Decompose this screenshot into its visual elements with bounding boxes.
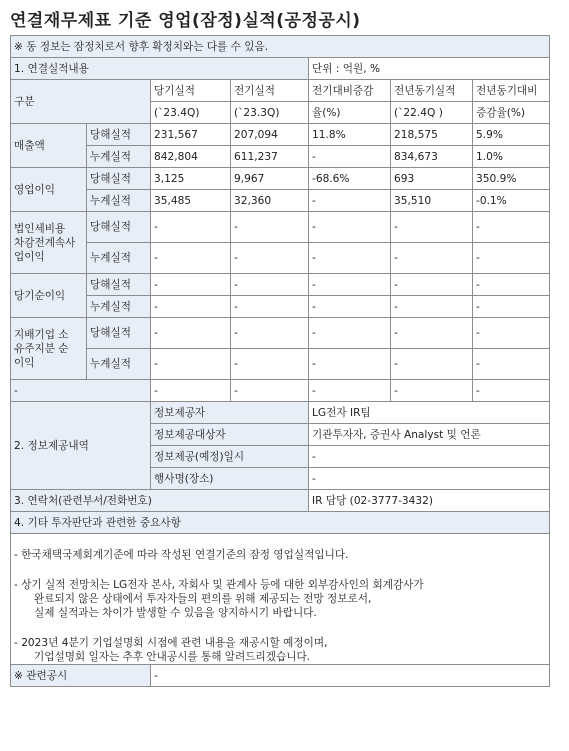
- pretax-cumulative-yoy-base: -: [391, 243, 473, 274]
- pretax-quarter-qoq: -: [309, 212, 391, 243]
- unit-text: 단위 : 억원, %: [309, 58, 550, 80]
- section1-label: 1. 연결실적내용: [11, 58, 309, 80]
- net-cumulative-yoy-base: -: [391, 296, 473, 318]
- pretax-label-line: 차감전계속사: [14, 236, 76, 249]
- pretax-cumulative-previous: -: [231, 243, 309, 274]
- note-line: - 2023년 4분기 기업설명회 시점에 관련 내용을 재공시할 예정이며,: [14, 637, 328, 649]
- sub-quarter-label: 당해실적: [87, 124, 151, 146]
- contact-value: IR 담당 (02-3777-3432): [309, 490, 550, 512]
- revenue-quarter-qoq: 11.8%: [309, 124, 391, 146]
- revenue-cumulative-qoq: -: [309, 146, 391, 168]
- extra-row-previous: -: [231, 380, 309, 402]
- controlling-cumulative-current: -: [151, 349, 231, 380]
- header-category: 구분: [11, 80, 151, 124]
- revenue-quarter-previous: 207,094: [231, 124, 309, 146]
- section2-label: 2. 정보제공내역: [11, 402, 151, 490]
- event-label: 행사명(장소): [151, 468, 309, 490]
- sub-cumulative-label: 누계실적: [87, 349, 151, 380]
- provider-label: 정보제공자: [151, 402, 309, 424]
- note-line: 실제 실적과는 차이가 발생할 수 있음을 양지하시기 바랍니다.: [34, 607, 317, 619]
- revenue-quarter-yoy-base: 218,575: [391, 124, 473, 146]
- sub-quarter-label: 당해실적: [87, 168, 151, 190]
- pretax-income-label: [11, 212, 87, 274]
- pretax-quarter-current: -: [151, 212, 231, 243]
- note-item: [14, 548, 546, 562]
- extra-row-yoy: -: [473, 380, 550, 402]
- sub-quarter-label: 당해실적: [87, 274, 151, 296]
- controlling-quarter-current: -: [151, 318, 231, 349]
- pretax-label-line: 업이익: [14, 250, 45, 263]
- sub-cumulative-label: 누계실적: [87, 146, 151, 168]
- note-line: 기업설명회 일자는 추후 안내공시를 통해 알려드리겠습니다.: [34, 651, 311, 663]
- header-qoq-line2: 율(%): [309, 102, 391, 124]
- pretax-cumulative-yoy: -: [473, 243, 550, 274]
- controlling-label-line: 지배기업 소: [14, 328, 69, 341]
- header-yoy-line2: 증감율(%): [473, 102, 550, 124]
- controlling-cumulative-qoq: -: [309, 349, 391, 380]
- extra-row-yoy-base: -: [391, 380, 473, 402]
- target-label: 정보제공대상자: [151, 424, 309, 446]
- operating-quarter-current: 3,125: [151, 168, 231, 190]
- controlling-quarter-qoq: -: [309, 318, 391, 349]
- header-previous-period: (`23.3Q): [231, 102, 309, 124]
- revenue-cumulative-previous: 611,237: [231, 146, 309, 168]
- header-current: 당기실적: [151, 80, 231, 102]
- net-cumulative-previous: -: [231, 296, 309, 318]
- pretax-quarter-previous: -: [231, 212, 309, 243]
- related-value: -: [151, 665, 550, 687]
- header-yoy-line1: 전년동기대비: [473, 80, 550, 102]
- note-item: [14, 636, 546, 664]
- net-income-label: 당기순이익: [11, 274, 87, 318]
- sub-cumulative-label: 누계실적: [87, 243, 151, 274]
- operating-quarter-previous: 9,967: [231, 168, 309, 190]
- header-yoy-base: 전년동기실적: [391, 80, 473, 102]
- operating-quarter-yoy: 350.9%: [473, 168, 550, 190]
- sub-quarter-label: 당해실적: [87, 212, 151, 243]
- net-quarter-previous: -: [231, 274, 309, 296]
- operating-cumulative-yoy: -0.1%: [473, 190, 550, 212]
- pretax-cumulative-qoq: -: [309, 243, 391, 274]
- net-quarter-yoy-base: -: [391, 274, 473, 296]
- pretax-quarter-yoy: -: [473, 212, 550, 243]
- sub-cumulative-label: 누계실적: [87, 296, 151, 318]
- operating-cumulative-current: 35,485: [151, 190, 231, 212]
- revenue-quarter-current: 231,567: [151, 124, 231, 146]
- extra-row-label: -: [11, 380, 151, 402]
- revenue-cumulative-yoy-base: 834,673: [391, 146, 473, 168]
- operating-quarter-qoq: -68.6%: [309, 168, 391, 190]
- controlling-label-line: 유주지분 순: [14, 342, 69, 355]
- notes-box: [11, 534, 550, 665]
- sub-cumulative-label: 누계실적: [87, 190, 151, 212]
- controlling-quarter-yoy-base: -: [391, 318, 473, 349]
- pretax-cumulative-current: -: [151, 243, 231, 274]
- revenue-cumulative-current: 842,804: [151, 146, 231, 168]
- operating-cumulative-qoq: -: [309, 190, 391, 212]
- operating-cumulative-previous: 32,360: [231, 190, 309, 212]
- operating-cumulative-yoy-base: 35,510: [391, 190, 473, 212]
- revenue-label: 매출액: [11, 124, 87, 168]
- target-value: 기관투자자, 증권사 Analyst 및 언론: [309, 424, 550, 446]
- section4-label: 4. 기타 투자판단과 관련한 중요사항: [11, 512, 550, 534]
- provider-value: LG전자 IR팀: [309, 402, 550, 424]
- net-quarter-current: -: [151, 274, 231, 296]
- revenue-quarter-yoy: 5.9%: [473, 124, 550, 146]
- note-line: 완료되지 않은 상태에서 투자자들의 편의를 위해 제공되는 전망 정보로서,: [34, 593, 372, 605]
- controlling-quarter-yoy: -: [473, 318, 550, 349]
- note-item: [14, 578, 546, 620]
- net-quarter-yoy: -: [473, 274, 550, 296]
- header-previous: 전기실적: [231, 80, 309, 102]
- net-cumulative-current: -: [151, 296, 231, 318]
- event-value: -: [309, 468, 550, 490]
- net-quarter-qoq: -: [309, 274, 391, 296]
- pretax-label-line: 법인세비용: [14, 222, 66, 235]
- net-cumulative-qoq: -: [309, 296, 391, 318]
- header-current-period: (`23.4Q): [151, 102, 231, 124]
- net-cumulative-yoy: -: [473, 296, 550, 318]
- page-title: 연결재무제표 기준 영업(잠정)실적(공정공시): [10, 11, 361, 31]
- controlling-label-line: 이익: [14, 356, 35, 369]
- notice-text: ※ 동 정보는 잠정치로서 향후 확정치와는 다를 수 있음.: [11, 36, 550, 58]
- controlling-cumulative-previous: -: [231, 349, 309, 380]
- header-yoy-period: (`22.4Q ): [391, 102, 473, 124]
- operating-quarter-yoy-base: 693: [391, 168, 473, 190]
- extra-row-qoq: -: [309, 380, 391, 402]
- controlling-income-label: [11, 318, 87, 380]
- operating-label: 영업이익: [11, 168, 87, 212]
- pretax-quarter-yoy-base: -: [391, 212, 473, 243]
- controlling-cumulative-yoy: -: [473, 349, 550, 380]
- note-line: - 상기 실적 전망치는 LG전자 본사, 자회사 및 관계사 등에 대한 외부감사인의 회계감사가: [14, 579, 424, 591]
- sub-quarter-label: 당해실적: [87, 318, 151, 349]
- date-label: 정보제공(예정)일시: [151, 446, 309, 468]
- revenue-cumulative-yoy: 1.0%: [473, 146, 550, 168]
- related-label: ※ 관련공시: [11, 665, 151, 687]
- controlling-cumulative-yoy-base: -: [391, 349, 473, 380]
- note-line: - 한국채택국제회계기준에 따라 작성된 연결기준의 잠정 영업실적입니다.: [14, 549, 349, 561]
- extra-row-current: -: [151, 380, 231, 402]
- section3-label: 3. 연락처(관련부서/전화번호): [11, 490, 309, 512]
- header-qoq-line1: 전기대비증감: [309, 80, 391, 102]
- date-value: -: [309, 446, 550, 468]
- controlling-quarter-previous: -: [231, 318, 309, 349]
- disclosure-table: [10, 35, 550, 687]
